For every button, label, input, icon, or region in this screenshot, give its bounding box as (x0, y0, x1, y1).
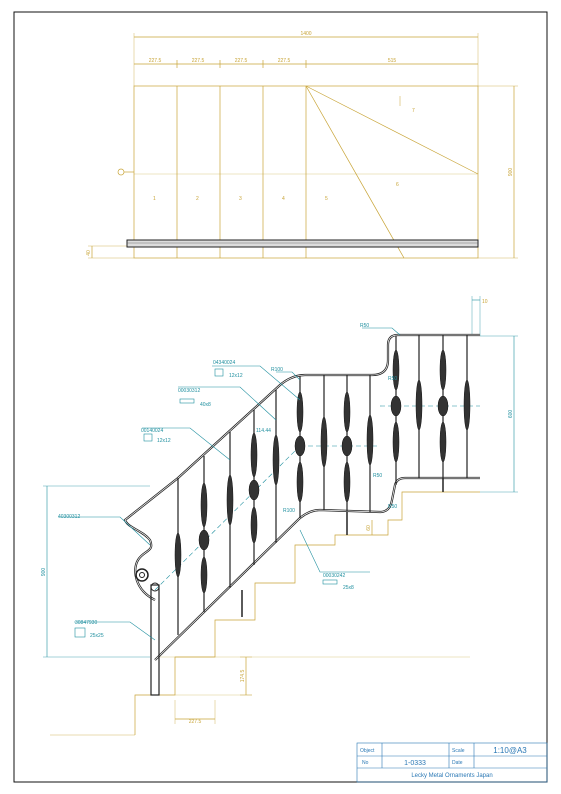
part-icon-00030242 (323, 580, 337, 584)
part-size-5: 25x8 (343, 585, 354, 591)
elev-step-height: 174.5 (240, 669, 246, 683)
title-no-value: 1-0333 (404, 760, 426, 767)
plan-side-height: 900 (508, 167, 514, 177)
elev-top-dim: 10 (482, 299, 488, 305)
plan-segment-1: 227.5 (148, 58, 162, 64)
radius-5: R50 (373, 473, 383, 479)
twisted-ornaments (175, 350, 470, 593)
radius-2: R100 (271, 367, 283, 373)
plan-dimension-labels (86, 31, 514, 256)
plan-segment-5: 515 (387, 58, 397, 64)
plan-handrail (127, 240, 478, 247)
part-code-2: 00030312 (178, 388, 201, 394)
part-icon-04340024 (215, 369, 223, 376)
part-code-4: 40300312 (58, 514, 81, 520)
title-company: Lecky Metal Ornaments Japan (411, 773, 493, 779)
plan-segment-3: 227.5 (234, 58, 248, 64)
scroll-end (136, 569, 148, 581)
plan-step-3: 3 (239, 196, 242, 202)
title-object-label: Object (360, 748, 375, 754)
elev-step-run: 227.5 (188, 719, 202, 725)
plan-step-2: 2 (196, 196, 199, 202)
plan-overall-width: 1400 (300, 31, 312, 37)
title-scale-label: Scale (452, 748, 465, 754)
title-date-label: Date (452, 760, 463, 766)
radius-4: R100 (283, 508, 295, 514)
part-code-3: 00140024 (141, 428, 164, 434)
part-size-2: 40x8 (200, 402, 211, 408)
stair-profile (135, 492, 480, 735)
part-code-1: 04340024 (213, 360, 236, 366)
radius-1: R50 (360, 323, 370, 329)
winder-line-1 (306, 86, 478, 174)
plan-step-5: 5 (325, 196, 328, 202)
part-size-3: 12x12 (157, 438, 171, 444)
part-icon-30847930 (75, 628, 85, 637)
part-size-6: 25x25 (90, 633, 104, 639)
elev-rail-height: 900 (41, 567, 47, 577)
plan-segment-2: 227.5 (191, 58, 205, 64)
title-no-label: No (362, 760, 369, 766)
newel-marker (118, 169, 124, 175)
elevation-dimensions (43, 296, 518, 657)
plan-step-6: 6 (396, 182, 399, 188)
part-code-5: 00030242 (323, 573, 346, 579)
plan-step-7: 7 (412, 108, 415, 114)
elev-bottom-step: 60 (366, 525, 372, 531)
elevation-stairs (50, 492, 480, 735)
title-block-text (360, 746, 527, 779)
plan-view (88, 33, 518, 258)
radius-6: R50 (388, 504, 398, 510)
title-scale-value: 1:10@A3 (493, 746, 527, 755)
part-icon-00030312 (180, 399, 194, 403)
winder-line-2 (306, 86, 404, 258)
part-code-6: 30847930 (75, 620, 98, 626)
elev-landing-height: 600 (508, 409, 514, 419)
plan-step-4: 4 (282, 196, 285, 202)
elev-angle: 114.44 (256, 428, 271, 434)
radius-3: R50 (388, 376, 398, 382)
plan-small-dim: 40 (86, 250, 92, 256)
part-icon-00140024 (144, 434, 152, 441)
part-size-1: 12x12 (229, 373, 243, 379)
plan-segment-4: 227.5 (277, 58, 291, 64)
plan-step-1: 1 (153, 196, 156, 202)
